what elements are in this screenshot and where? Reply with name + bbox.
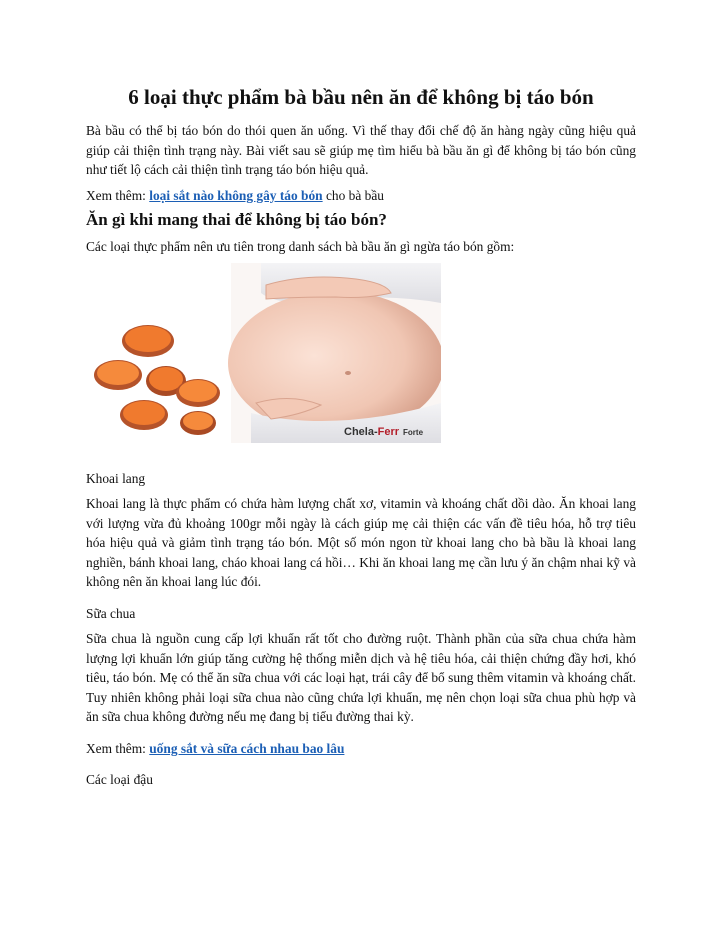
section-title-sua-chua: Sữa chua — [86, 605, 136, 621]
section-title-khoai-lang: Khoai lang — [86, 470, 146, 486]
svg-text:Chela-FerrForte — [344, 426, 424, 438]
logo-brand: Chela- — [344, 425, 378, 438]
intro-paragraph: Bà bầu có thể bị táo bón do thói quen ăn uống. Vì thế thay đổi chế độ ăn hàng ngày cũng hiệu quả giúp cải thiện tình trạng này. Bài viết sau sẽ giúp mẹ tìm hiểu bà bầu ăn gì để không bị táo bón cũng như tiết lộ cách cải thiện tình trạng táo bón hiệu quả. — [86, 123, 636, 177]
see-also-2 — [86, 739, 636, 759]
see-also-1 — [86, 186, 636, 206]
document-page — [86, 84, 636, 796]
see-also-2-link[interactable]: uống sắt và sữa cách nhau bao lâu — [149, 740, 345, 756]
see-also-2-prefix: Xem thêm: — [86, 740, 150, 756]
see-also-1-prefix: Xem thêm: — [86, 187, 150, 203]
section-text-khoai-lang: Khoai lang là thực phẩm có chứa hàm lượng chất xơ, vitamin và khoáng chất dồi dào. Ăn khoai lang với lượng vừa đủ khoảng 100gr mỗi ngày là cách giúp mẹ cải thiện các vấn đề tiêu hóa, hỗ trợ tiêu hóa hiệu quả và giảm tình trạng táo bón. Một số món ngon từ khoai lang cho bà bầu là khoai lang nghiền, bánh khoai lang, cháo khoai lang cá hồi… Khi ăn khoai lang mẹ cần lưu ý ăn chậm nhai kỹ và không nên ăn khoai lang lúc đói. — [86, 496, 636, 589]
logo-forte: Forte — [403, 427, 424, 437]
pregnancy-photo — [86, 263, 441, 443]
section-text-sua-chua: Sữa chua là nguồn cung cấp lợi khuẩn rất tốt cho đường ruột. Thành phần của sữa chua chứa hàm lượng lợi khuẩn lớn giúp tăng cường hệ thống miễn dịch và hệ tiêu hóa, cải thiện chứng đầy hơi, khó tiêu, táo bón. Mẹ có thể ăn sữa chua với các loại hạt, trái cây để bổ sung thêm vitamin và khoáng chất. Tuy nhiên không phải loại sữa chua nào cũng chứa lợi khuẩn, mẹ nên chọn loại sữa chua phù hợp và ăn sữa chua không đường nếu mẹ đang bị tiểu đường thai kỳ. — [86, 631, 636, 724]
chela-ferr-logo — [344, 426, 424, 438]
see-also-1-link[interactable]: loại sắt nào không gây táo bón — [149, 187, 323, 203]
logo-ferr: Ferr — [377, 425, 400, 438]
section-title-cac-loai-dau: Các loại đậu — [86, 772, 153, 787]
page-title: 6 loại thực phẩm bà bầu nên ăn để không bị táo bón — [128, 85, 594, 109]
section-heading: Ăn gì khi mang thai để không bị táo bón? — [86, 210, 387, 229]
pregnancy-image — [86, 263, 441, 443]
see-also-1-suffix: cho bà bầu — [322, 187, 384, 203]
list-intro: Các loại thực phẩm nên ưu tiên trong danh sách bà bầu ăn gì ngừa táo bón gồm: — [86, 239, 515, 254]
